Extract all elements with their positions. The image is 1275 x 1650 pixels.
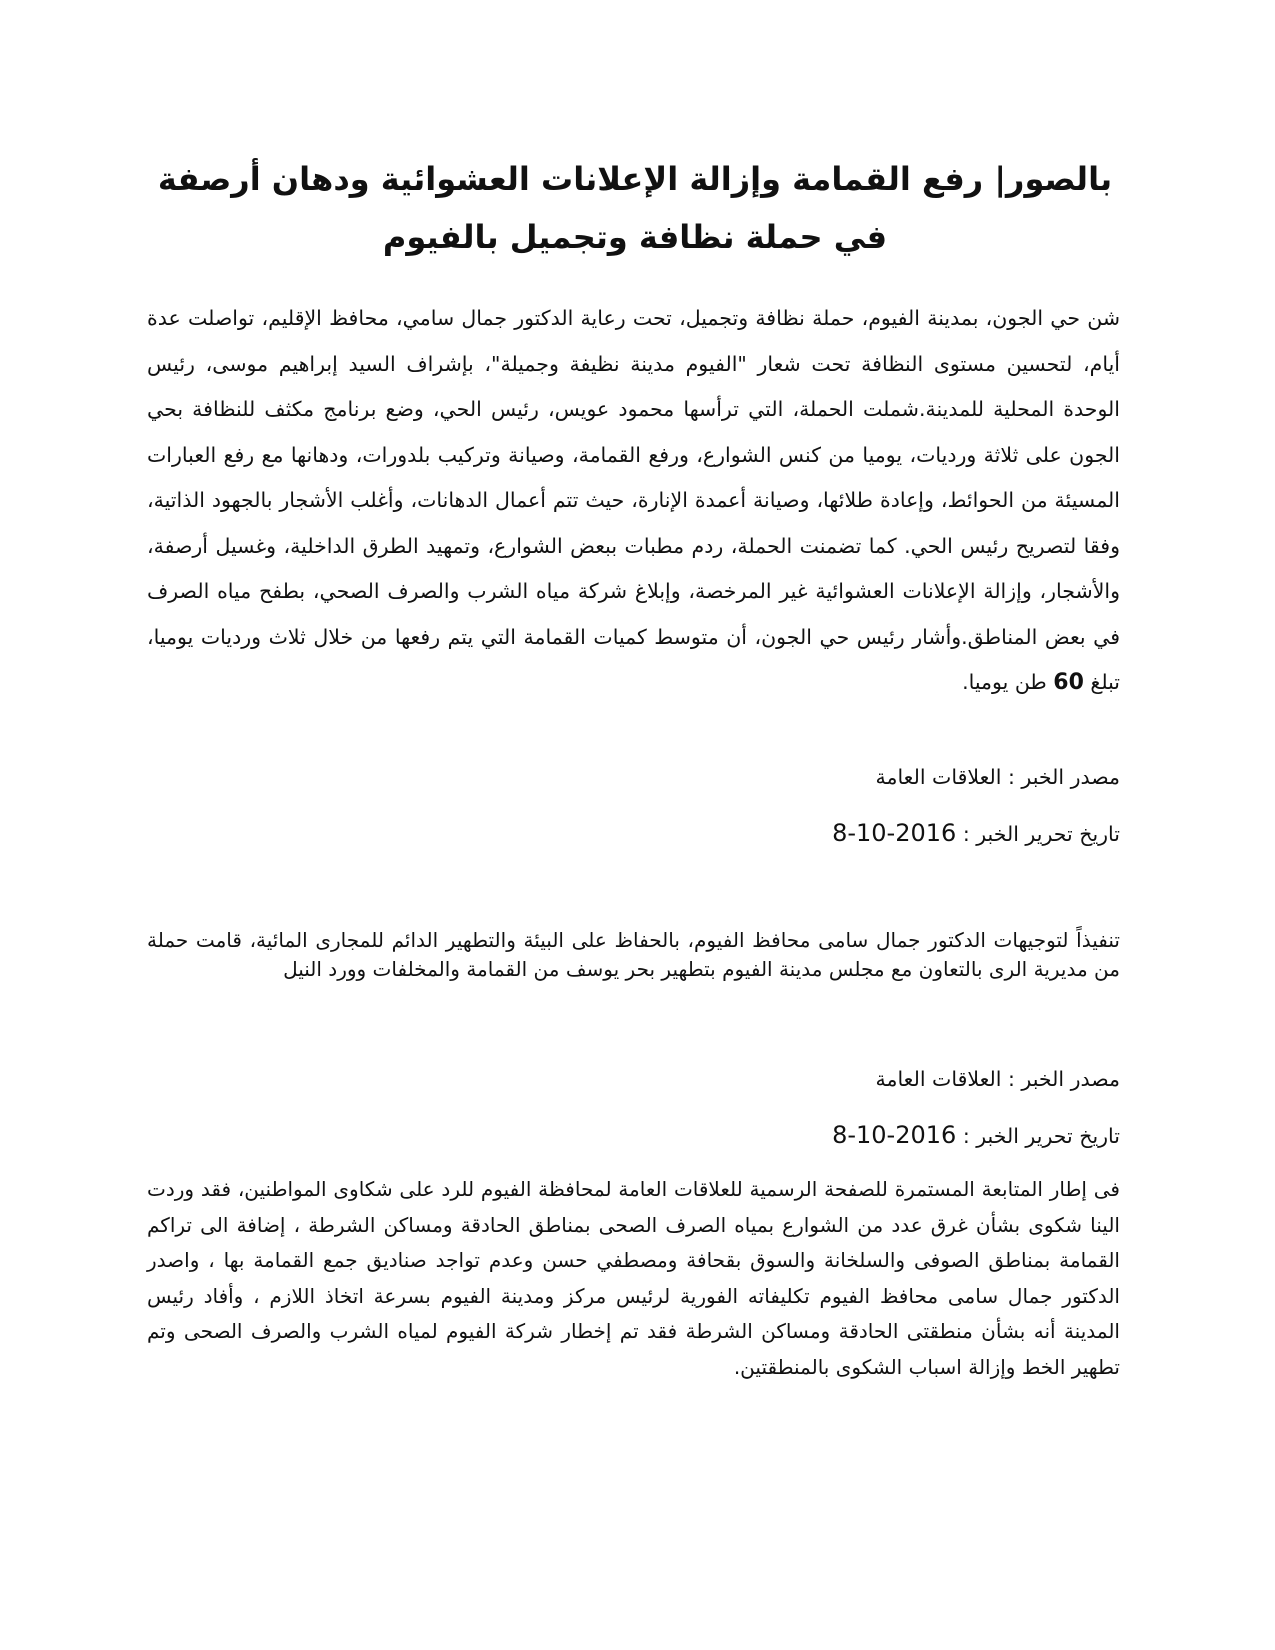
news-date-2: تاريخ تحرير الخبر : 8-10-2016 (832, 1121, 1120, 1149)
article-body-campaign (147, 296, 1120, 706)
news-date: تاريخ تحرير الخبر : 8-10-2016 (832, 819, 1120, 847)
article-body-main: شن حي الجون، بمدينة الفيوم، حملة نظافة وتجميل، تحت رعاية الدكتور جمال سامي، محافظ الإقليم، تواصلت عدة أيام، لتحسين مستوى النظافة تحت شعار "الفيوم مدينة نظيفة وجميلة"، بإشراف السيد إبراهيم موسى، رئيس الوحدة المحلية للمدينة.شملت الحملة، التي ترأسها محمود عويس، رئيس الحي، وضع برنامج مكثف للنظافة بحي الجون على ثلاثة ورديات، يوميا من كنس الشوارع، ورفع القمامة، وصيانة وتركيب بلدورات، ودهانها مع رفع العبارات المسيئة من الحوائط، وإعادة طلائها، وصيانة أعمدة الإنارة، حيث تتم أعمال الدهانات، وأغلب الأشجار بالجهود الذاتية، وفقا لتصريح رئيس الحي. كما تضمنت الحملة، ردم مطبات ببعض الشوارع، وتمهيد الطرق الداخلية، وغسيل أرصفة، والأشجار، وإزالة الإعلانات العشوائية غير المرخصة، وإبلاغ شركة مياه الشرب والصرف الصحي، بطفح مياه الصرف في بعض المناطق.وأشار رئيس حي الجون، أن متوسط كميات القمامة التي يتم رفعها من خلال ثلاث ورديات يوميا، (147, 306, 1120, 649)
news-source-2: مصدر الخبر : العلاقات العامة (875, 1067, 1120, 1091)
news-source: مصدر الخبر : العلاقات العامة (875, 765, 1120, 789)
article-body-river-cleaning: تنفيذاً لتوجيهات الدكتور جمال سامى محافظ الفيوم، بالحفاظ على البيئة والتطهير الدائم للمجارى المائية، قامت حملة من مديرية الرى بالتعاون مع مجلس مدينة الفيوم بتطهير بحر يوسف من القمامة والمخلفات وورد النيل (147, 928, 1120, 981)
article-body-complaints: فى إطار المتابعة المستمرة للصفحة الرسمية للعلاقات العامة لمحافظة الفيوم للرد على شكاوى المواطنين، فقد وردت الينا شكوى بشأن غرق عدد من الشوارع بمياه الصرف الصحى بمناطق الحادقة ومساكن الشرطة ، إضافة الى تراكم القمامة بمناطق الصوفى والسلخانة والسوق بقحافة ومصطفي حسن وعدم تواجد صناديق جمع القمامة بها ، واصدر الدكتور جمال سامى محافظ الفيوم تكليفاته الفورية لرئيس مركز ومدينة الفيوم بسرعة اتخاذ اللازم ، وأفاد رئيس المدينة أنه بشأن منطقتى الحادقة ومساكن الشرطة فقد تم إخطار شركة الفيوم لمياه الشرب والصرف الصحى وتم تطهير الخط وإزالة اسباب الشكوى بالمنطقتين. (147, 1177, 1120, 1379)
article-title: بالصور| رفع القمامة وإزالة الإعلانات العشوائية ودهان أرصفة في حملة نظافة وتجميل بالفيوم (157, 160, 1113, 256)
article-body-end: تبلغ 60 طن يوميا. (962, 670, 1120, 695)
tons-number: 60 (1053, 670, 1084, 695)
